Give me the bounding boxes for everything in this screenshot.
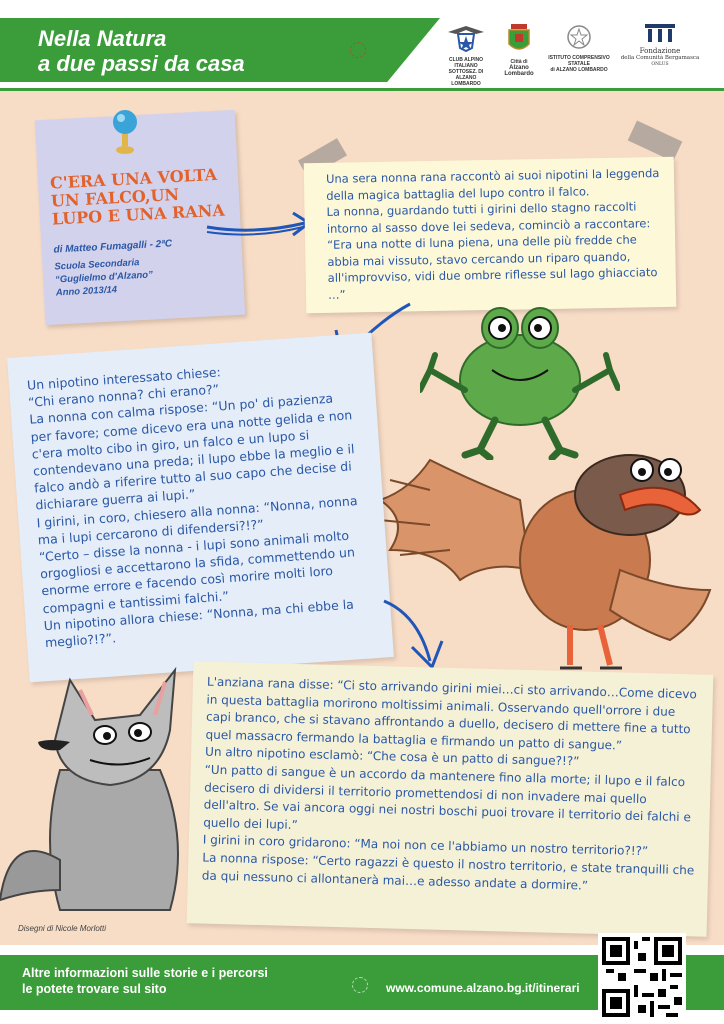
title-line-1: Nella Natura xyxy=(38,26,167,51)
citta-logo-text-1: Città di xyxy=(510,59,528,65)
header-rule xyxy=(0,88,724,91)
istituto-logo-text-1: ISTITUTO COMPRENSIVO STATALE xyxy=(548,55,610,67)
blue-note xyxy=(7,333,394,683)
footer-info xyxy=(22,965,268,997)
fondazione-logo xyxy=(618,24,702,68)
school-line-2: “Guglielmo d'Alzano” xyxy=(54,269,154,286)
qr-code-icon xyxy=(602,937,682,1017)
arrow-right-icon xyxy=(205,205,315,245)
citta-logo xyxy=(496,24,542,77)
fondazione-logo-text-3: ONLUS xyxy=(651,62,669,67)
cai-logo-text: CLUB ALPINO ITALIANO SOTTOSEZ. DI ALZANO LOMBARDO xyxy=(448,57,484,87)
story-title: C'ERA UNA VOLTA UN FALCO,UN LUPO E UNA RANA xyxy=(49,164,226,229)
istituto-logo-text-2: di ALZANO LOMBARDO xyxy=(550,67,608,73)
eagle-star-icon xyxy=(446,24,486,52)
school-info xyxy=(54,255,154,299)
footer-line-2: le potete trovare sul sito xyxy=(22,982,167,996)
coat-of-arms-icon xyxy=(507,24,531,54)
school-line-1: Scuola Secondaria xyxy=(54,257,140,273)
title-line-2: a due passi da casa xyxy=(38,51,245,76)
tape-strip xyxy=(628,120,683,161)
footer xyxy=(0,945,724,1024)
yellow-note-text: Una sera nonna rana raccontò ai suoi nipotini la leggenda della magica battaglia del lupo contro il falco. La nonna, guardando tutti i girini dello stagno raccolti intorno al sasso dove lei sedeva, cominciò a raccontare: “Era una notte di luna piena, una delle più fredde che abbia mai vissuto, stavo cercando un riparo quando, all'improvviso, vidi due ombre riflesse sul lago ghiacciato …” xyxy=(325,166,660,302)
istituto-logo xyxy=(540,24,618,73)
school-line-3: Anno 2013/14 xyxy=(55,284,118,299)
website-link[interactable]: www.comune.alzano.bg.it/itinerari xyxy=(386,981,580,995)
punch-hole-icon xyxy=(352,977,368,993)
columns-icon xyxy=(645,24,675,42)
punch-hole-icon xyxy=(350,42,366,58)
yellow-note xyxy=(304,157,677,313)
frog-drawing xyxy=(420,300,620,460)
cai-logo xyxy=(442,24,490,87)
drawings-credit: Disegni di Nicole Morlotti xyxy=(18,924,107,933)
fondazione-logo-text-2: della Comunità Bergamasca xyxy=(620,55,700,61)
wolf-drawing xyxy=(0,660,210,925)
page-title xyxy=(38,26,245,76)
citta-logo-text-2: Alzano Lombardo xyxy=(504,65,534,77)
cream-note xyxy=(187,661,714,937)
arrow-down-icon xyxy=(378,595,448,675)
blue-note-text: Un nipotino interessato chiese: “Chi erano nonna? chi erano?” La nonna con calma rispose: “Un po' di pazienza per favore; come dicevo era una notte gelida e non c'era molto cibo in giro, un falco e un lupo si contendevano una preda; il lupo ebbe la meglio e il falco andò a riferire tutto al suo capo che decise di dichiarare guerra ai lupi.” I girini, in coro, chiesero alla nonna: “Nonna, nonna ma i lupi cercarono di difendersi?!?” “Certo – disse la nonna - i lupi sono animali molto orgogliosi e accettarono la sfida, commettendo un enorme errore e facendo così morire molti loro compagni e tantissimi falchi.” Un nipotino allora chiese: “Nonna, ma chi ebbe la meglio?!?”. xyxy=(26,364,358,651)
qr-code[interactable] xyxy=(598,933,686,1021)
push-pin-icon xyxy=(108,108,142,158)
cream-note-text: L'anziana rana disse: “Ci sto arrivando girini miei…ci sto arrivando…Come dicevo in questa battaglia morirono moltissimi animali. Osservando quell'orrore i due capi branco, che si stavano affrontando a duello, decisero di mettere fine a tutto quel massacro fermando la battaglia e firmando un patto di sangue.” Un altro nipotino esclamò: “Che cosa è un patto di sangue?!?” “Un patto di sangue è un accordo da mantenere fino alla morte; il lupo e il falco decisero di dividersi il territorio promettendosi di non invadere mai quello dell'altro. Se vai ancora oggi nei nostri boschi puoi trovare il territorio dei falchi e quello dei lupi.” I girini in coro gridarono: “Ma noi non ce l'abbiamo un nostro territorio?!?” La nonna rispose: “Certo ragazzi è questo il nostro territorio, e state tranquilli che da qui nessuno ci allontanerà mai…e adesso andate a dormire.” xyxy=(201,674,697,893)
header xyxy=(0,0,724,90)
story-author: di Matteo Fumagalli - 2ªC xyxy=(53,238,173,256)
footer-line-1: Altre informazioni sulle storie e i percorsi xyxy=(22,966,268,980)
fondazione-logo-text-1: Fondazione xyxy=(639,47,681,55)
emblem-icon xyxy=(566,24,592,50)
